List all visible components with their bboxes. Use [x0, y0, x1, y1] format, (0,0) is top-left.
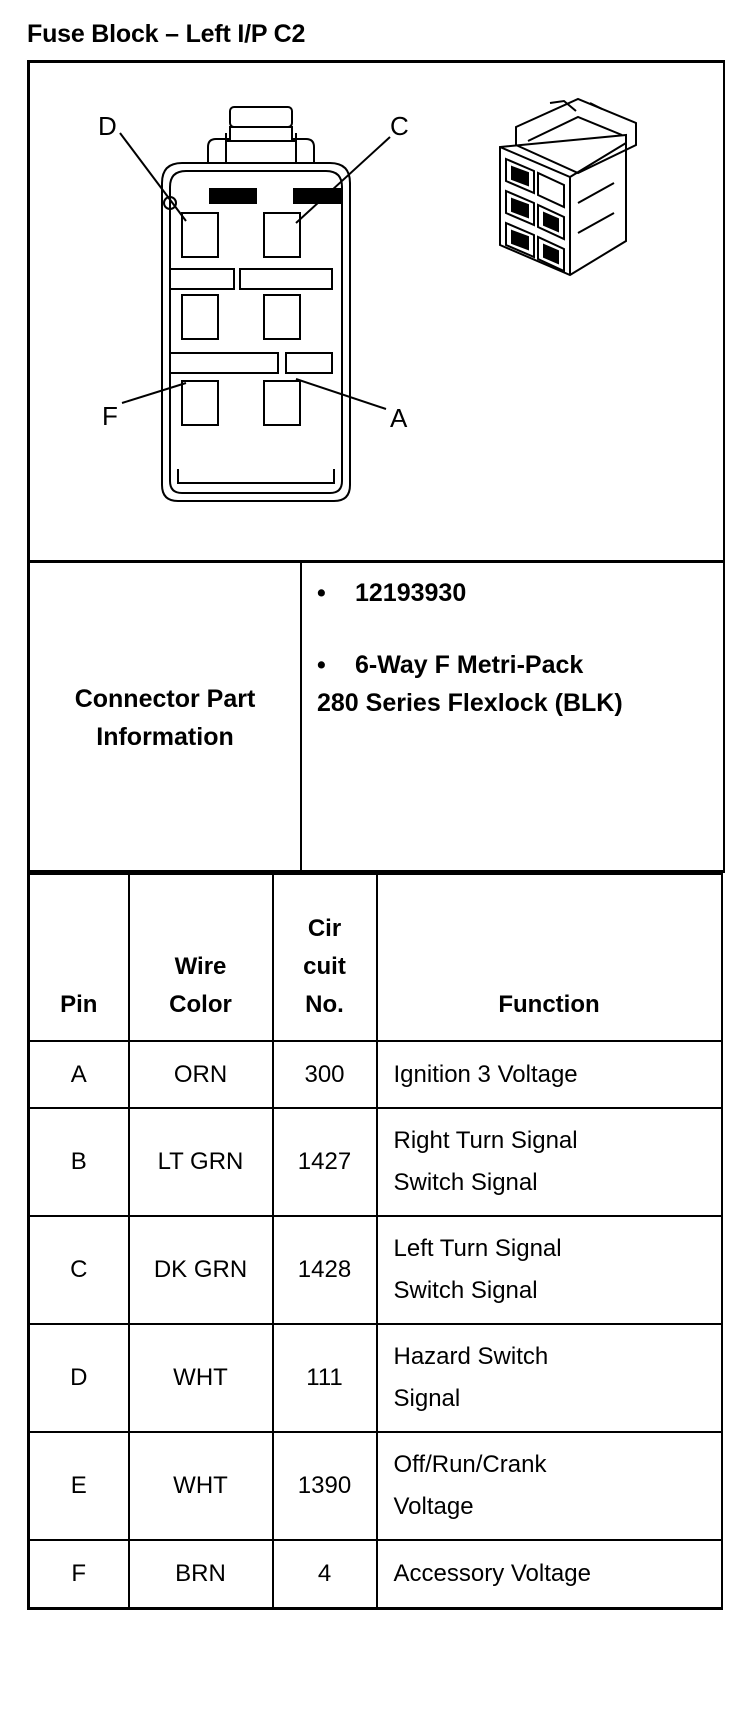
circuit-cell: 300 [273, 1041, 377, 1108]
wire-color-cell: WHT [129, 1324, 273, 1432]
leader-d [120, 133, 186, 221]
bullet-icon: • [317, 651, 326, 679]
connector-info-value-cell [302, 560, 722, 870]
separator-bar-2 [240, 269, 332, 289]
bullet-icon: • [317, 579, 326, 607]
header-circuit-no: Cir cuit No. [273, 874, 377, 1041]
latch-slot [230, 107, 292, 127]
cavity-a [264, 381, 300, 425]
label-f: F [102, 401, 118, 431]
table-row [29, 1540, 722, 1608]
pin-cell: A [29, 1041, 129, 1108]
label-d: D [98, 111, 117, 141]
pin-cell: D [29, 1324, 129, 1432]
function-cell: Accessory Voltage [377, 1540, 722, 1608]
part-description: • 6-Way F Metri-Pack 280 Series Flexlock (BLK) [317, 646, 623, 722]
table-row [29, 1108, 722, 1216]
table-row [29, 1432, 722, 1540]
leader-f [122, 383, 186, 403]
top-key-left [210, 189, 256, 203]
pin-table [27, 873, 723, 1610]
connector-3d-view [500, 99, 636, 275]
table-row [29, 1216, 722, 1324]
pin-cell: B [29, 1108, 129, 1216]
wire-color-cell: WHT [129, 1432, 273, 1540]
cavity-b [264, 295, 300, 339]
function-cell: Ignition 3 Voltage [377, 1041, 722, 1108]
separator-bar-3 [170, 353, 278, 373]
circuit-cell: 111 [273, 1324, 377, 1432]
label-c: C [390, 111, 409, 141]
page-title: Fuse Block – Left I/P C2 [27, 20, 306, 48]
latch-detail [226, 133, 296, 163]
header-function: Function [377, 874, 722, 1041]
pin-cell: E [29, 1432, 129, 1540]
function-cell: Left Turn Signal Switch Signal [377, 1216, 722, 1324]
top-key-right [294, 189, 340, 203]
pin-cell: C [29, 1216, 129, 1324]
wire-color-cell: LT GRN [129, 1108, 273, 1216]
connector-sheet [27, 60, 724, 1700]
circuit-cell: 1427 [273, 1108, 377, 1216]
table-header-row [29, 874, 722, 1041]
separator-bar-1 [170, 269, 234, 289]
separator-bar-4 [286, 353, 332, 373]
header-pin: Pin [29, 874, 129, 1041]
table-row [29, 1324, 722, 1432]
pin-cell: F [29, 1540, 129, 1608]
circuit-cell: 4 [273, 1540, 377, 1608]
function-cell: Hazard Switch Signal [377, 1324, 722, 1432]
function-cell: Off/Run/Crank Voltage [377, 1432, 722, 1540]
circuit-cell: 1390 [273, 1432, 377, 1540]
table-row [29, 1041, 722, 1108]
connector-diagram [30, 63, 723, 560]
cavity-d [182, 213, 218, 257]
wire-color-cell: DK GRN [129, 1216, 273, 1324]
cavity-c [264, 213, 300, 257]
connector-diagram-panel [27, 60, 725, 563]
housing-rim [178, 469, 334, 483]
part-number-line [317, 574, 466, 612]
header-wire-color: Wire Color [129, 874, 273, 1041]
cavity-f [182, 381, 218, 425]
wire-color-cell: BRN [129, 1540, 273, 1608]
housing-inner-outline [170, 171, 342, 493]
connector-info-row [27, 560, 725, 873]
connector-info-label: Connector Part Information [74, 685, 256, 751]
latch [208, 127, 314, 163]
circuit-cell: 1428 [273, 1216, 377, 1324]
cavity-e [182, 295, 218, 339]
wire-color-cell: ORN [129, 1041, 273, 1108]
label-a: A [390, 403, 408, 433]
connector-info-label-cell [30, 560, 302, 870]
function-cell: Right Turn Signal Switch Signal [377, 1108, 722, 1216]
part-number: 12193930 [355, 579, 467, 607]
